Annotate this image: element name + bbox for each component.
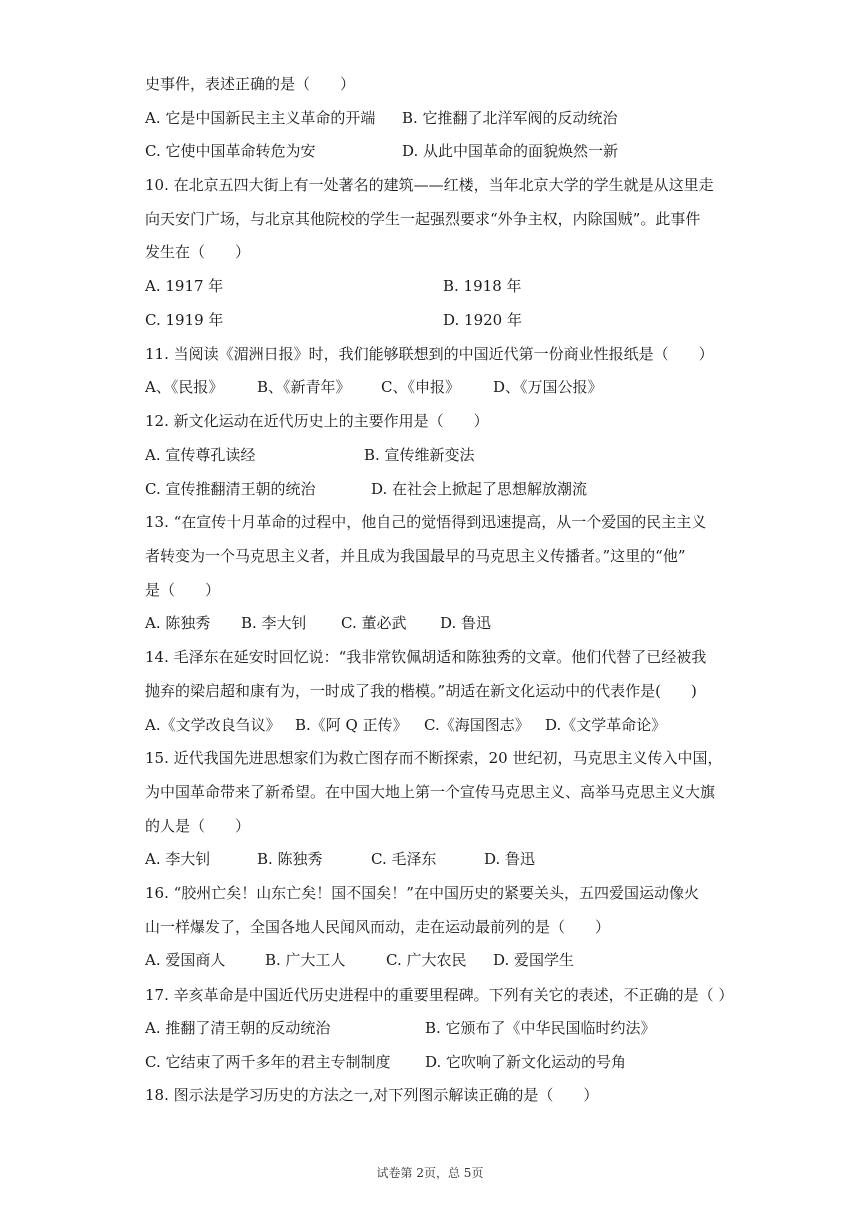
q10-stem-line-1: 10. 在北京五四大街上有一处著名的建筑——红楼，当年北京大学的学生就是从这里走 xyxy=(145,176,714,194)
q10-stem-line-3: 发生在（ ） xyxy=(145,243,251,261)
q10-stem-line-2: 向天安门广场，与北京其他院校的学生一起强烈要求“外争主权，内除国贼”。此事件 xyxy=(145,210,701,228)
q17-stem-line-1: 17. 辛亥革命是中国近代历史进程中的重要里程碑。下列有关它的表述，不正确的是（ ） xyxy=(145,986,734,1004)
page-footer: 试卷第 2页，总 5页 xyxy=(376,1166,484,1180)
q15-option-c: C. 毛泽东 xyxy=(371,850,437,868)
q14-stem-line-2: 抛弃的梁启超和康有为，一时成了我的楷模。”胡适在新文化运动中的代表作是( ) xyxy=(145,682,697,700)
q16-option-c: C. 广大农民 xyxy=(386,951,467,969)
q15-option-a: A. 李大钊 xyxy=(145,850,211,868)
q10-option-a: A. 1917 年 xyxy=(145,277,224,295)
q17-option-b: B. 它颁布了《中华民国临时约法》 xyxy=(425,1019,656,1037)
q14-option-d: D.《文学革命论》 xyxy=(545,716,667,734)
q11-option-d: D、《万国公报》 xyxy=(493,378,603,396)
q18-stem-line-1: 18. 图示法是学习历史的方法之一,对下列图示解读正确的是（ ） xyxy=(145,1086,599,1104)
q12-option-a: A. 宣传尊孔读经 xyxy=(145,446,256,464)
q14-option-c: C.《海国图志》 xyxy=(424,716,530,734)
q13-option-b: B. 李大钊 xyxy=(241,614,307,632)
q12-option-c: C. 宣传推翻清王朝的统治 xyxy=(145,480,316,498)
q10-option-c: C. 1919 年 xyxy=(145,311,224,329)
q14-option-b: B.《阿 Q 正传》 xyxy=(295,716,408,734)
q17-option-a: A. 推翻了清王朝的反动统治 xyxy=(145,1019,331,1037)
q13-stem-line-2: 者转变为一个马克思主义者，并且成为我国最早的马克思主义传播者。”这里的“他” xyxy=(145,547,686,565)
q9-option-a: A. 它是中国新民主主义革命的开端 xyxy=(145,109,376,127)
q15-stem-line-1: 15. 近代我国先进思想家们为救亡图存而不断探索，20 世纪初，马克思主义传入中国， xyxy=(145,749,723,767)
q10-option-b: B. 1918 年 xyxy=(443,277,522,295)
q10-option-d: D. 1920 年 xyxy=(443,311,522,329)
q17-option-c: C. 它结束了两千多年的君主专制制度 xyxy=(145,1053,391,1071)
q14-stem-line-1: 14. 毛泽东在延安时回忆说：“我非常钦佩胡适和陈独秀的文章。他们代替了已经被我 xyxy=(145,648,707,666)
q9-option-b: B. 它推翻了北洋军阀的反动统治 xyxy=(402,109,618,127)
q11-stem-line-1: 11. 当阅读《湄洲日报》时，我们能够联想到的中国近代第一份商业性报纸是（ ） xyxy=(145,345,714,363)
q17-option-d: D. 它吹响了新文化运动的号角 xyxy=(425,1053,627,1071)
q16-option-d: D. 爱国学生 xyxy=(493,951,575,969)
q14-option-a: A.《文学改良刍议》 xyxy=(145,716,281,734)
q13-stem-line-3: 是（ ） xyxy=(145,581,221,599)
q13-option-d: D. 鲁迅 xyxy=(440,614,492,632)
q9-stem-tail: 史事件，表述正确的是（ ） xyxy=(145,75,356,93)
q12-stem-line-1: 12. 新文化运动在近代历史上的主要作用是（ ） xyxy=(145,412,489,430)
q16-stem-line-1: 16. “胶州亡矣！山东亡矣！国不国矣！”在中国历史的紧要关头，五四爱国运动像火 xyxy=(145,884,699,902)
q16-option-a: A. 爱国商人 xyxy=(145,951,226,969)
q9-option-d: D. 从此中国革命的面貌焕然一新 xyxy=(402,142,619,160)
q9-option-c: C. 它使中国革命转危为安 xyxy=(145,142,316,160)
q15-option-b: B. 陈独秀 xyxy=(257,850,323,868)
q15-stem-line-3: 的人是（ ） xyxy=(145,817,251,835)
q11-option-b: B、《新青年》 xyxy=(257,378,351,396)
q11-option-a: A、《民报》 xyxy=(145,378,224,396)
q11-option-c: C、《申报》 xyxy=(381,378,460,396)
q12-option-d: D. 在社会上掀起了思想解放潮流 xyxy=(371,480,588,498)
q15-option-d: D. 鲁迅 xyxy=(484,850,536,868)
q13-option-a: A. 陈独秀 xyxy=(145,614,211,632)
q12-option-b: B. 宣传维新变法 xyxy=(364,446,475,464)
q16-stem-line-2: 山一样爆发了，全国各地人民闻风而动，走在运动最前列的是（ ） xyxy=(145,918,611,936)
q15-stem-line-2: 为中国革命带来了新希望。在中国大地上第一个宣传马克思主义、高举马克思主义大旗 xyxy=(145,783,716,801)
q13-option-c: C. 董必武 xyxy=(341,614,407,632)
q13-stem-line-1: 13. “在宣传十月革命的过程中，他自己的觉悟得到迅速提高，从一个爱国的民主主义 xyxy=(145,513,707,531)
q16-option-b: B. 广大工人 xyxy=(265,951,346,969)
